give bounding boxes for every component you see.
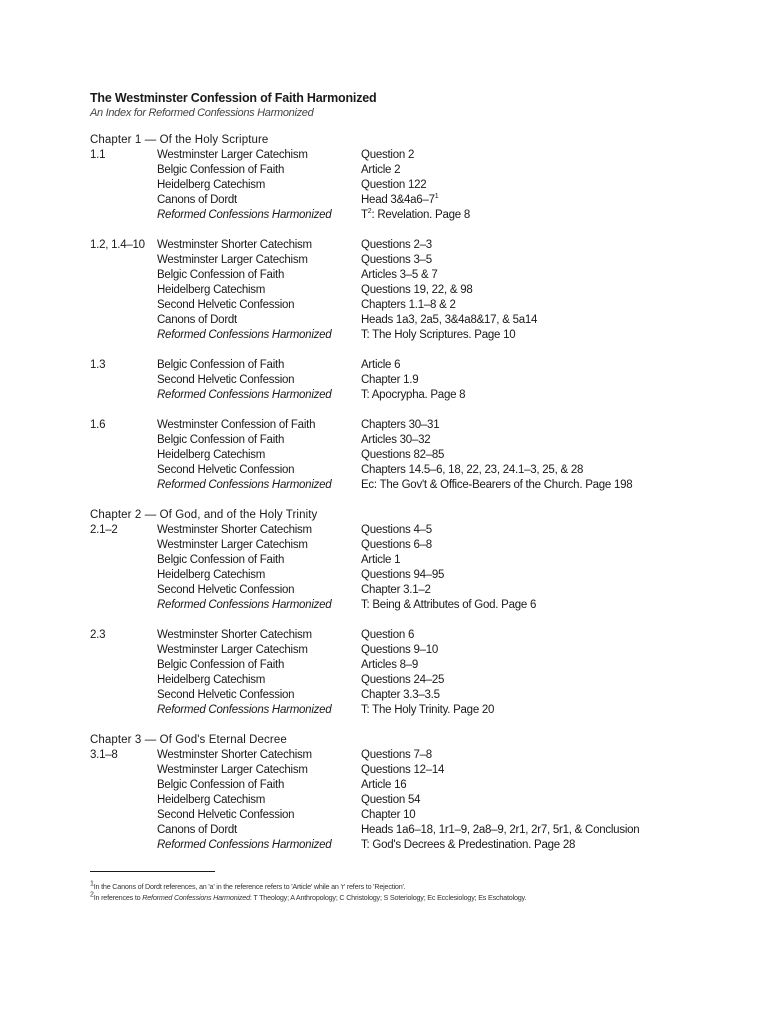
index-row: [90, 538, 690, 553]
index-row: [90, 298, 690, 313]
reference-text: Chapters 30–31: [361, 419, 440, 431]
confession-name: Reformed Confessions Harmonized: [157, 389, 332, 401]
reference-text: Article 1: [361, 554, 401, 566]
reference-cell: [361, 433, 430, 448]
index-row: [90, 643, 690, 658]
reference-cell: [361, 298, 456, 313]
reference-cell: [361, 358, 400, 373]
index-row: [90, 178, 690, 193]
footnote-text: In references to: [93, 893, 143, 902]
footnotes: [90, 881, 730, 903]
index-row: [90, 358, 690, 373]
confession-name: Reformed Confessions Harmonized: [157, 479, 332, 491]
reference-cell: [361, 208, 470, 223]
reference-cell: [361, 808, 415, 823]
reference-cell: [361, 598, 536, 613]
confession-name: Westminster Larger Catechism: [157, 539, 308, 551]
confession-name: Heidelberg Catechism: [157, 674, 266, 686]
index-body: [90, 133, 690, 868]
confession-name: Belgic Confession of Faith: [157, 434, 285, 446]
reference-cell: [361, 523, 432, 538]
confession-name: Heidelberg Catechism: [157, 179, 266, 191]
reference-cell: [361, 163, 400, 178]
reference-text-rest: : Revelation. Page 8: [371, 209, 471, 221]
reference-text: Question 122: [361, 179, 427, 191]
spacer: [90, 613, 690, 628]
index-row: [90, 628, 690, 643]
document-title: The Westminster Confession of Faith Harmonized: [90, 91, 377, 105]
reference-text: Questions 4–5: [361, 524, 432, 536]
index-row: [90, 748, 690, 763]
confession-name: Second Helvetic Confession: [157, 299, 295, 311]
reference-cell: [361, 148, 414, 163]
reference-cell: [361, 448, 444, 463]
reference-cell: [361, 553, 400, 568]
confession-name: Reformed Confessions Harmonized: [157, 704, 332, 716]
document-subtitle: [90, 106, 690, 120]
index-row: [90, 193, 690, 208]
reference-text: Heads 1a6–18, 1r1–9, 2a8–9, 2r1, 2r7, 5r1, & Conclusion: [361, 824, 640, 836]
confession-name: Belgic Confession of Faith: [157, 359, 285, 371]
reference-cell: [361, 793, 420, 808]
reference-text: Chapter 3.1–2: [361, 584, 431, 596]
reference-text: Article 16: [361, 779, 407, 791]
index-row: [90, 163, 690, 178]
reference-text: Questions 12–14: [361, 764, 445, 776]
index-row: [90, 373, 690, 388]
reference-text: Articles 30–32: [361, 434, 431, 446]
reference-text: Questions 7–8: [361, 749, 432, 761]
index-row: [90, 688, 690, 703]
index-row: [90, 328, 690, 343]
reference-cell: [361, 268, 438, 283]
confession-name: Canons of Dordt: [157, 824, 237, 836]
reference-text: Articles 8–9: [361, 659, 419, 671]
index-row: [90, 268, 690, 283]
reference-cell: [361, 628, 414, 643]
confession-name: Second Helvetic Confession: [157, 374, 295, 386]
index-row: [90, 793, 690, 808]
reference-text: T: The Holy Scriptures. Page 10: [361, 329, 516, 341]
footnote-marker: 2: [367, 208, 372, 216]
spacer: [90, 223, 690, 238]
index-row: [90, 463, 690, 478]
section-number: 3.1–8: [90, 749, 118, 761]
confession-name: Heidelberg Catechism: [157, 449, 266, 461]
reference-cell: [361, 673, 444, 688]
index-row: [90, 838, 690, 853]
index-row: [90, 238, 690, 253]
reference-text: Chapters 1.1–8 & 2: [361, 299, 456, 311]
reference-cell: [361, 838, 575, 853]
confession-name: Westminster Larger Catechism: [157, 764, 308, 776]
confession-name: Second Helvetic Confession: [157, 464, 295, 476]
index-row: [90, 763, 690, 778]
confession-name: Canons of Dordt: [157, 194, 237, 206]
spacer: [90, 718, 690, 733]
confession-name: Second Helvetic Confession: [157, 689, 295, 701]
reference-text: Questions 19, 22, & 98: [361, 284, 473, 296]
spacer: [90, 493, 690, 508]
confession-name: Reformed Confessions Harmonized: [157, 209, 332, 221]
index-row: [90, 778, 690, 793]
reference-cell: [361, 388, 465, 403]
reference-text: Article 6: [361, 359, 401, 371]
confession-name: Westminster Confession of Faith: [157, 419, 316, 431]
subtitle-book-title: Reformed Confessions Harmonized: [148, 107, 314, 119]
footnote-number: 2: [90, 891, 94, 899]
reference-cell: [361, 763, 444, 778]
reference-text: Questions 82–85: [361, 449, 445, 461]
index-row: [90, 808, 690, 823]
reference-text: Questions 94–95: [361, 569, 445, 581]
spacer: [90, 343, 690, 358]
index-row: [90, 418, 690, 433]
reference-cell: [361, 583, 431, 598]
footnote: [90, 892, 730, 903]
section-number: 1.3: [90, 359, 106, 371]
reference-text: T: The Holy Trinity. Page 20: [361, 704, 495, 716]
reference-cell: [361, 568, 444, 583]
index-row: [90, 568, 690, 583]
reference-cell: [361, 283, 473, 298]
confession-name: Belgic Confession of Faith: [157, 269, 285, 281]
reference-cell: [361, 463, 583, 478]
confession-name: Reformed Confessions Harmonized: [157, 599, 332, 611]
reference-text: T: Being & Attributes of God. Page 6: [361, 599, 537, 611]
index-row: [90, 253, 690, 268]
confession-name: Heidelberg Catechism: [157, 284, 266, 296]
chapter-heading: Chapter 2 — Of God, and of the Holy Trinity: [90, 509, 318, 521]
reference-text: Question 2: [361, 149, 415, 161]
index-row: [90, 148, 690, 163]
confession-name: Westminster Larger Catechism: [157, 149, 308, 161]
footnote-marker: 1: [434, 193, 439, 201]
confession-name: Second Helvetic Confession: [157, 584, 295, 596]
reference-cell: [361, 478, 632, 493]
reference-text: Question 54: [361, 794, 421, 806]
reference-cell: [361, 778, 406, 793]
index-row: [90, 583, 690, 598]
confession-name: Westminster Shorter Catechism: [157, 524, 312, 536]
reference-text: Questions 3–5: [361, 254, 432, 266]
reference-cell: [361, 373, 418, 388]
confession-name: Canons of Dordt: [157, 314, 237, 326]
reference-text: Heads 1a3, 2a5, 3&4a8&17, & 5a14: [361, 314, 538, 326]
index-row: [90, 553, 690, 568]
index-row: [90, 313, 690, 328]
confession-name: Westminster Larger Catechism: [157, 254, 308, 266]
index-row: [90, 448, 690, 463]
confession-name: Reformed Confessions Harmonized: [157, 329, 332, 341]
reference-text: Questions 9–10: [361, 644, 439, 656]
index-row: [90, 598, 690, 613]
footnote-number: 1: [90, 880, 94, 888]
reference-cell: [361, 238, 432, 253]
reference-cell: [361, 703, 494, 718]
confession-name: Heidelberg Catechism: [157, 569, 266, 581]
confession-name: Reformed Confessions Harmonized: [157, 839, 332, 851]
reference-cell: [361, 823, 639, 838]
confession-name: Belgic Confession of Faith: [157, 554, 285, 566]
reference-text: Head 3&4a6–7: [361, 194, 435, 206]
confession-name: Belgic Confession of Faith: [157, 659, 285, 671]
reference-cell: [361, 418, 439, 433]
reference-text: Questions 24–25: [361, 674, 445, 686]
reference-text: Question 6: [361, 629, 415, 641]
spacer: [90, 853, 690, 868]
reference-text: Ec: The Gov't & Office-Bearers of the Church. Page 198: [361, 479, 633, 491]
reference-cell: [361, 658, 418, 673]
index-row: [90, 283, 690, 298]
chapter-heading: Chapter 1 — Of the Holy Scripture: [90, 134, 269, 146]
reference-text: Chapter 3.3–3.5: [361, 689, 440, 701]
reference-cell: [361, 538, 432, 553]
footnote: [90, 881, 730, 892]
section-number: 1.1: [90, 149, 106, 161]
section-number: 1.6: [90, 419, 106, 431]
confession-name: Westminster Shorter Catechism: [157, 749, 312, 761]
chapter-heading: Chapter 3 — Of God's Eternal Decree: [90, 734, 287, 746]
reference-cell: [361, 688, 440, 703]
reference-cell: [361, 178, 426, 193]
footnote-text: In the Canons of Dordt references, an 'a' in the reference refers to 'Article' while an 'r' refers to 'Rejection'.: [93, 882, 406, 891]
confession-name: Second Helvetic Confession: [157, 809, 295, 821]
footnote-rule: [90, 871, 215, 872]
index-row: [90, 523, 690, 538]
index-row: [90, 823, 690, 838]
reference-text: T: God's Decrees & Predestination. Page 28: [361, 839, 576, 851]
confession-name: Westminster Shorter Catechism: [157, 239, 312, 251]
reference-text: Chapter 10: [361, 809, 416, 821]
section-number: 2.3: [90, 629, 106, 641]
reference-text: Chapters 14.5–6, 18, 22, 23, 24.1–3, 25, & 28: [361, 464, 584, 476]
reference-text: T: [361, 209, 368, 221]
confession-name: Belgic Confession of Faith: [157, 779, 285, 791]
reference-text: Questions 2–3: [361, 239, 432, 251]
index-row: [90, 388, 690, 403]
reference-cell: [361, 253, 432, 268]
reference-text: T: Apocrypha. Page 8: [361, 389, 466, 401]
reference-text: Questions 6–8: [361, 539, 432, 551]
spacer: [90, 403, 690, 418]
index-row: [90, 208, 690, 223]
reference-text: Articles 3–5 & 7: [361, 269, 438, 281]
confession-name: Heidelberg Catechism: [157, 794, 266, 806]
confession-name: Westminster Larger Catechism: [157, 644, 308, 656]
document-page: [90, 91, 690, 868]
section-number: 2.1–2: [90, 524, 118, 536]
subtitle-prefix: An Index for: [90, 107, 149, 119]
reference-cell: [361, 328, 515, 343]
index-row: [90, 433, 690, 448]
index-row: [90, 703, 690, 718]
confession-name: Westminster Shorter Catechism: [157, 629, 312, 641]
index-row: [90, 673, 690, 688]
footnote-text-rest: : T Theology; A Anthropology; C Christology; S Soteriology; Ec Ecclesiology; Es Eschatology.: [249, 893, 527, 902]
confession-name: Belgic Confession of Faith: [157, 164, 285, 176]
reference-text: Article 2: [361, 164, 401, 176]
index-row: [90, 658, 690, 673]
index-row: [90, 478, 690, 493]
footnote-book-title: Reformed Confessions Harmonized: [142, 893, 250, 902]
section-number: 1.2, 1.4–10: [90, 239, 145, 251]
reference-cell: [361, 193, 438, 208]
reference-cell: [361, 643, 438, 658]
reference-cell: [361, 748, 432, 763]
reference-text: Chapter 1.9: [361, 374, 419, 386]
reference-cell: [361, 313, 537, 328]
